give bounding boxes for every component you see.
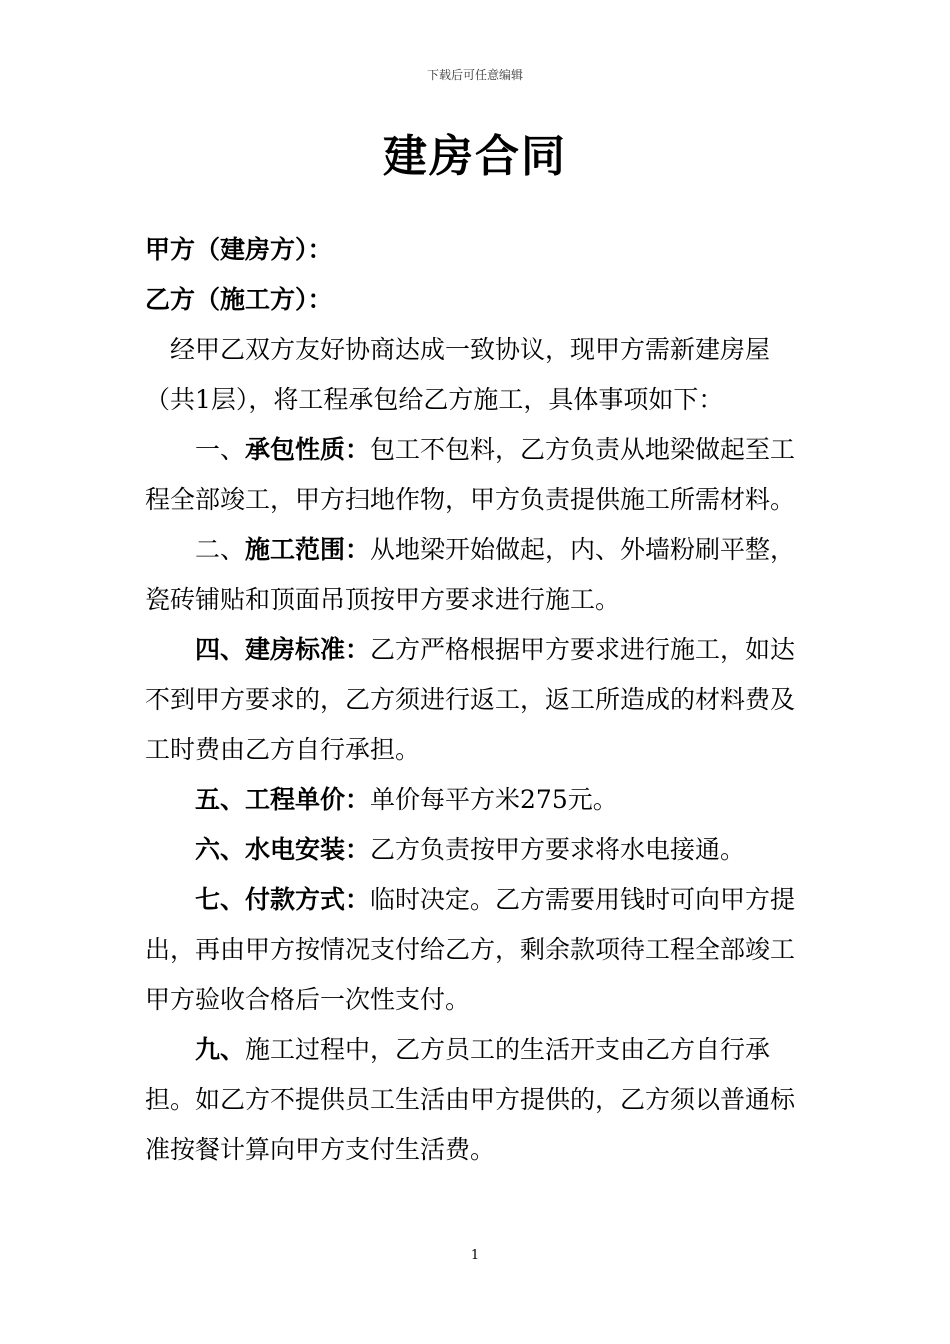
clause-2-text: 从地梁开始做起，内、外墙粉刷平整，瓷砖铺贴和顶面吊顶按甲方要求进行施工。	[145, 535, 796, 614]
clause-6	[145, 825, 810, 875]
clause-4-text: 乙方严格根据甲方要求进行施工，如达不到甲方要求的，乙方须进行返工，返工所造成的材料费及工时费由乙方自行承担。	[145, 635, 796, 764]
clause-1-text: 包工不包料，乙方负责从地梁做起至工程全部竣工，甲方扫地作物，甲方负责提供施工所需材料。	[145, 435, 796, 514]
clause-1-prefix: 一、	[195, 435, 246, 464]
intro-paragraph: 经甲乙双方友好协商达成一致协议，现甲方需新建房屋（共1层），将工程承包给乙方施工，具体事项如下：	[145, 335, 771, 414]
clause-9	[145, 1025, 810, 1175]
document-body	[145, 225, 810, 1175]
clause-1-heading: 承包性质：	[245, 435, 371, 464]
clause-9-text: 施工过程中，乙方员工的生活开支由乙方自行承担。如乙方不提供员工生活由甲方提供的，乙方须以普通标准按餐计算向甲方支付生活费。	[145, 1035, 796, 1164]
clause-7-text: 临时决定。乙方需要用钱时可向甲方提出，再由甲方按情况支付给乙方，剩余款项待工程全部竣工甲方验收合格后一次性支付。	[145, 885, 796, 1014]
clause-5	[145, 775, 810, 825]
clause-2-heading: 施工范围：	[245, 535, 371, 564]
clause-4-heading: 四、建房标准：	[195, 635, 371, 664]
clause-4	[145, 625, 810, 775]
clause-9-heading: 九、	[195, 1035, 246, 1064]
clause-7-heading: 七、付款方式：	[195, 885, 371, 914]
clause-2	[145, 525, 810, 625]
page-number: 1	[470, 1248, 480, 1263]
clause-6-text: 乙方负责按甲方要求将水电接通。	[370, 835, 746, 864]
document-title: 建房合同	[383, 131, 567, 182]
party-b-line: 乙方（施工方）：	[145, 285, 333, 314]
header-note: 下载后可任意编辑	[426, 68, 523, 82]
clause-1	[145, 425, 810, 525]
clause-7	[145, 875, 810, 1025]
clause-5-text: 单价每平方米275元。	[370, 785, 618, 814]
clause-2-prefix: 二、	[195, 535, 246, 564]
clause-6-heading: 六、水电安装：	[195, 835, 371, 864]
clause-5-heading: 五、工程单价：	[195, 785, 371, 814]
party-a-line: 甲方（建房方）：	[145, 235, 333, 264]
